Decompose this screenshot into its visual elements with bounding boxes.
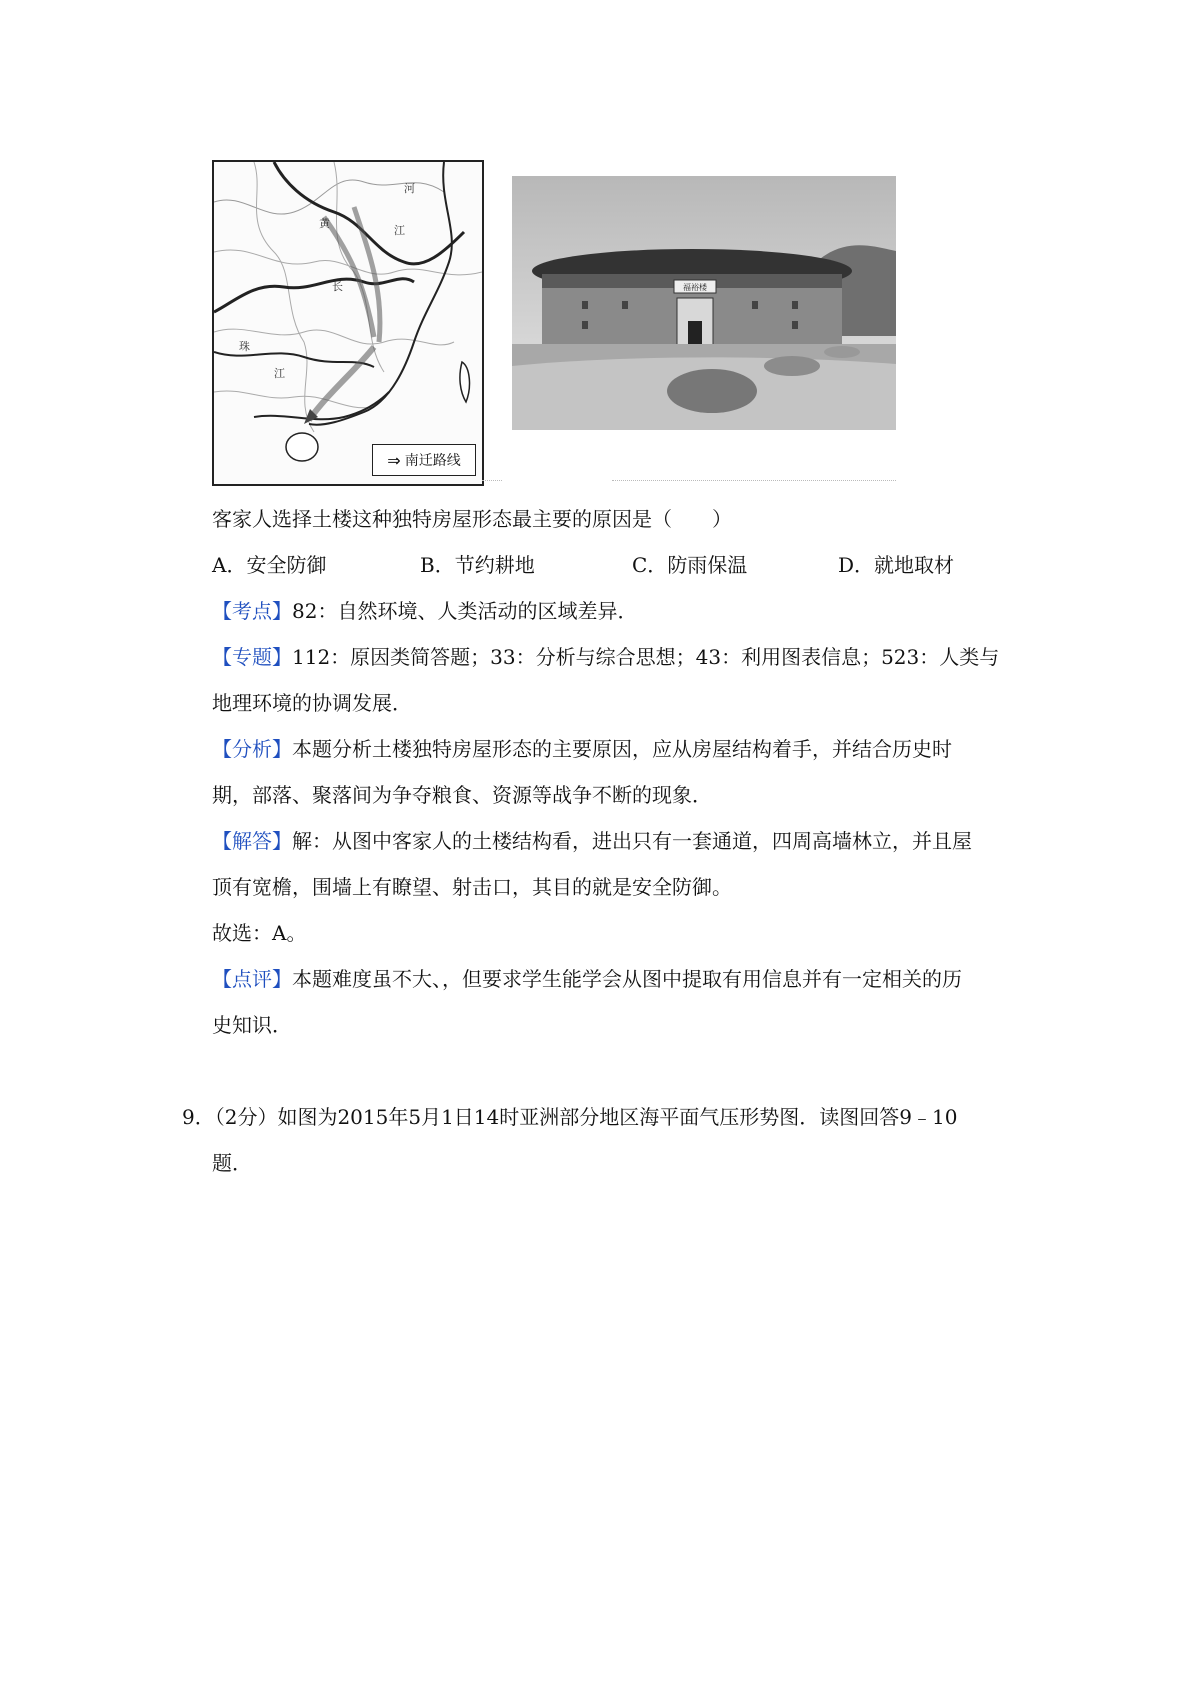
dotted-divider	[612, 480, 896, 481]
zhuanti-tag: 【专题】	[212, 645, 292, 669]
jieda-line: 【解答】解：从图中客家人的土楼结构看，进出只有一套通道，四周高墙林立，并且屋	[212, 829, 972, 853]
question-9-block	[182, 1094, 1032, 1186]
option-b: B．节约耕地	[420, 553, 535, 577]
svg-text:江: 江	[394, 224, 405, 237]
option-a: A．安全防御	[212, 553, 327, 577]
map-legend	[372, 444, 476, 476]
jieda-tag: 【解答】	[212, 829, 292, 853]
figure-map-and-photo	[212, 160, 902, 486]
double-arrow-icon: ⇒	[387, 450, 401, 470]
kaodian-line: 【考点】82：自然环境、人类活动的区域差异．	[212, 599, 638, 623]
fenxi-tag: 【分析】	[212, 737, 292, 761]
svg-text:珠: 珠	[239, 340, 250, 353]
option-c: C．防雨保温	[632, 553, 748, 577]
fenxi-line-2: 期，部落、聚落间为争夺粮食、资源等战争不断的现象．	[212, 783, 712, 807]
dianping-tag: 【点评】	[212, 967, 292, 991]
question-8-block	[212, 496, 1032, 1048]
option-d: D．就地取材	[838, 553, 955, 577]
question-stem: 客家人选择土楼这种独特房屋形态最主要的原因是（ ）	[212, 507, 732, 531]
svg-text:江: 江	[274, 367, 285, 380]
dianping-line-2: 史知识．	[212, 1013, 292, 1037]
options-row	[212, 542, 1032, 588]
zhuanti-line: 【专题】112：原因类简答题；33：分析与综合思想；43：利用图表信息；523：人类与	[212, 645, 1000, 669]
map-drawing	[214, 162, 482, 484]
kaodian-tag: 【考点】	[212, 599, 292, 623]
dianping-line: 【点评】本题难度虽不大、，但要求学生能学会从图中提取有用信息并有一定相关的历	[212, 967, 962, 991]
question-number: 9．	[182, 1105, 215, 1129]
tulou-photo	[512, 176, 896, 430]
fenxi-line: 【分析】本题分析土楼独特房屋形态的主要原因，应从房屋结构着手，并结合历史时	[212, 737, 952, 761]
svg-text:长: 长	[332, 280, 343, 293]
gate-sign: 福裕楼	[683, 283, 707, 292]
svg-text:黄: 黄	[319, 217, 330, 230]
answer-line: 故选：A。	[212, 921, 307, 945]
jieda-line-2: 顶有宽檐，围墙上有瞭望、射击口，其目的就是安全防御。	[212, 875, 732, 899]
zhuanti-line-2: 地理环境的协调发展．	[212, 691, 412, 715]
migration-map	[212, 160, 484, 486]
dotted-divider	[482, 480, 502, 481]
question-9-line-2: 题．	[212, 1151, 252, 1175]
legend-label: 南迁路线	[404, 453, 461, 469]
question-9-line: 9．（2分）如图为2015年5月1日14时亚洲部分地区海平面气压形势图．读图回答9﹣10	[182, 1105, 958, 1129]
svg-text:河: 河	[404, 182, 415, 195]
